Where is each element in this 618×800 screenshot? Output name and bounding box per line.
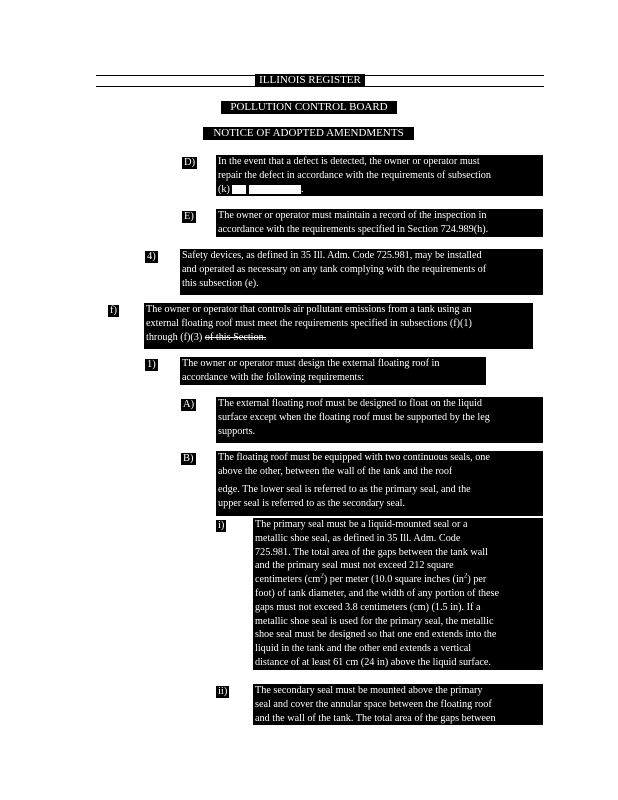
item-f-line-3-text: through (f)(3) xyxy=(146,331,205,343)
superscript: 2 xyxy=(320,573,324,580)
item-i-line-9: shoe seal must be designed so that one end extends into the xyxy=(255,629,497,641)
item-i-line-5-b: ) per meter (10.0 square inches (in xyxy=(323,574,464,586)
item-ii-line-3: and the wall of the tank. The total area of the gaps between xyxy=(255,712,496,724)
item-e-line-1: The owner or operator must maintain a record of the inspection in xyxy=(218,210,487,221)
item-f1-text xyxy=(180,357,486,385)
superscript: 2 xyxy=(463,573,468,580)
item-a-text xyxy=(216,397,543,443)
item-i-line-10: liquid in the tank and the other end extends a vertical xyxy=(255,643,472,655)
item-4-line-2: and operated as necessary on any tank complying with the requirements of xyxy=(182,263,487,275)
item-a-label: A) xyxy=(183,399,195,410)
item-b-line-4: upper seal is referred to as the secondary seal. xyxy=(218,498,405,510)
item-d-line-1: In the event that a defect is detected, the owner or operator must xyxy=(218,156,480,167)
item-ii-line-1: The secondary seal must be mounted above the primary xyxy=(255,685,483,696)
item-d-line-3 xyxy=(218,183,541,197)
item-f-label: f) xyxy=(110,305,117,316)
item-f-text xyxy=(144,303,533,349)
item-i-line-5-c: ) per xyxy=(467,574,487,586)
item-b-label: B) xyxy=(183,453,194,464)
redaction-mark xyxy=(249,185,301,194)
item-i-line-7: gaps must not exceed 3.8 centimeters (cm) (1.5 in). If a xyxy=(255,601,481,613)
item-i-line-11: distance of at least 61 cm (24 in) above the liquid surface. xyxy=(255,656,491,668)
item-f-line-3 xyxy=(146,331,266,345)
item-e-text xyxy=(216,209,543,237)
item-e-line-2: accordance with the requirements specified in Section 724.989(h). xyxy=(218,223,489,235)
item-a-line-3: supports. xyxy=(218,425,256,437)
item-i-text xyxy=(253,518,543,670)
item-b-line-1: The floating roof must be equipped with two continuous seals, one xyxy=(218,452,490,463)
item-i-line-8: metallic shoe seal is used for the primary seal, the metallic xyxy=(255,615,494,627)
item-e-label: E) xyxy=(184,211,194,222)
item-i-line-1: The primary seal must be a liquid-mounted seal or a xyxy=(255,519,468,530)
item-b-line-2: above the other, between the wall of the tank and the roof xyxy=(218,465,453,477)
item-ii-text xyxy=(253,684,543,725)
item-i-line-6: foot) of tank diameter, and the width of any portion of these xyxy=(255,587,500,599)
item-f-line-2: external floating roof must meet the requirements specified in subsections (f)(1) xyxy=(146,317,472,329)
notice-title: NOTICE OF ADOPTED AMENDMENTS xyxy=(203,127,414,140)
item-b-text xyxy=(216,451,543,516)
header-rule-bottom xyxy=(96,86,544,87)
item-4-line-3: this subsection (e). xyxy=(182,277,259,289)
item-4-label: 4) xyxy=(147,251,156,262)
item-ii-label: ii) xyxy=(218,686,228,697)
item-4-line-1: Safety devices, as defined in 35 Ill. Adm. Code 725.981, may be installed xyxy=(182,250,482,261)
item-i-line-3: 725.981. The total area of the gaps between the tank wall xyxy=(255,546,488,558)
item-f1-line-2: accordance with the following requirements: xyxy=(182,371,365,383)
item-f1-label: 1) xyxy=(147,359,156,370)
item-i-line-2: metallic shoe seal, as defined in 35 Ill. Adm. Code xyxy=(255,532,461,544)
item-d-label: D) xyxy=(184,157,196,168)
item-a-line-2: surface except when the floating roof must be supported by the leg xyxy=(218,411,490,423)
item-f-line-1: The owner or operator that controls air pollutant emissions from a tank using an xyxy=(146,304,472,315)
redaction-mark xyxy=(232,185,246,194)
item-d-line-2: repair the defect in accordance with the requirements of subsection xyxy=(218,169,491,181)
item-i-line-5-a: centimeters (cm xyxy=(255,574,321,586)
item-d-text xyxy=(216,155,543,196)
item-a-line-1: The external floating roof must be designed to float on the liquid xyxy=(218,398,482,409)
item-i-line-5 xyxy=(255,573,541,587)
board-title: POLLUTION CONTROL BOARD xyxy=(221,101,397,114)
item-d-line-3-text: (k) xyxy=(218,183,230,195)
item-ii-line-2: seal and cover the annular space between the floating roof xyxy=(255,698,492,710)
item-d-line-3-tail: . xyxy=(300,183,304,195)
item-4-text xyxy=(180,249,543,295)
item-b-line-3: edge. The lower seal is referred to as the primary seal, and the xyxy=(218,484,471,496)
item-f1-line-1: The owner or operator must design the external floating roof in xyxy=(182,358,440,369)
register-title: ILLINOIS REGISTER xyxy=(255,74,365,87)
item-f-struck-text: of this Section. xyxy=(204,331,267,343)
item-i-label: i) xyxy=(218,520,225,531)
item-i-line-4: and the primary seal must not exceed 212 square xyxy=(255,560,454,572)
